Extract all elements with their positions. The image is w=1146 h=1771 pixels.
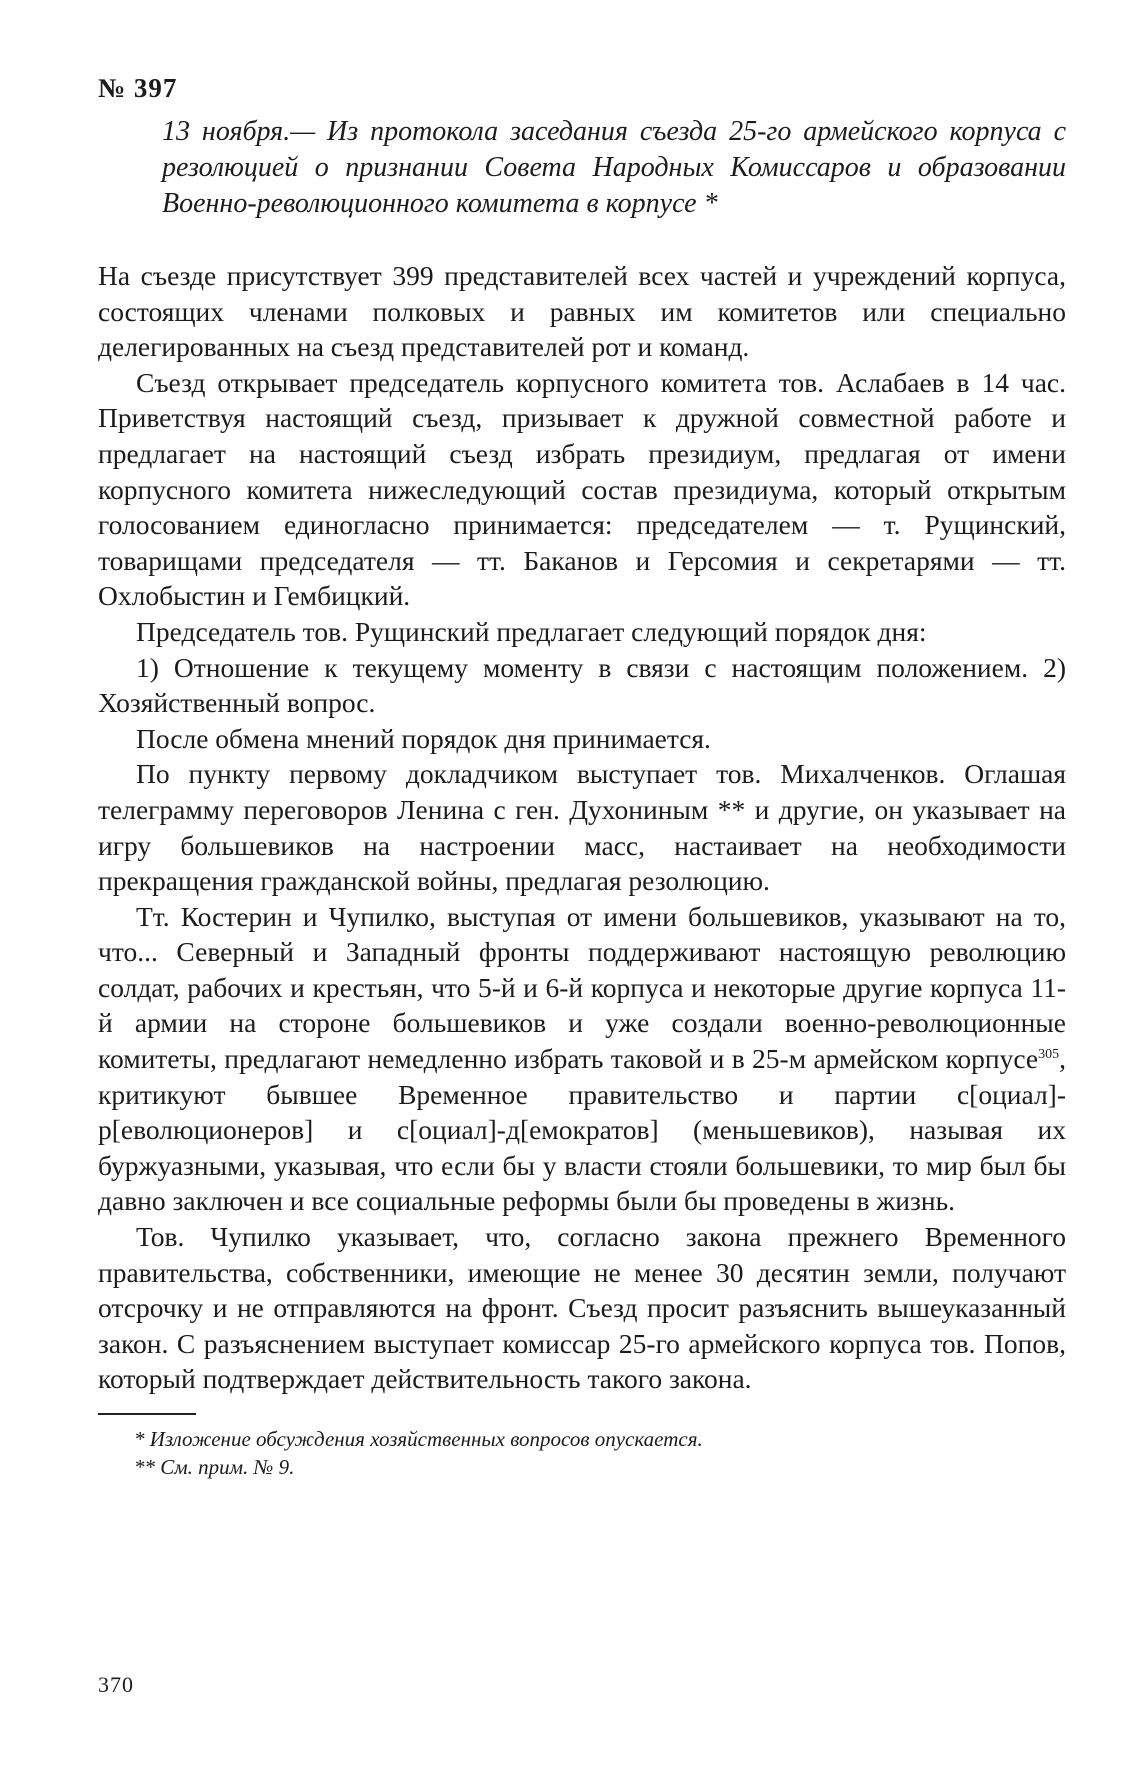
paragraph-3: Председатель тов. Рущинский предлагает следующий порядок дня: (136, 615, 927, 647)
paragraph-8: Тов. Чупилко указывает, что, согласно закона прежнего Временного правительства, собственники, имеющие не менее 30 десятин земли, получают отсрочку и не отправляются на фронт. Съезд просит разъяснить вышеуказанный закон. С разъяснением выступает комиссар 25-го армейского корпуса тов. Попов, который подтверждает действительность такого закона. (98, 1221, 1066, 1395)
paragraph-2: Съезд открывает председатель корпусного комитета тов. Аслабаев в 14 час. Приветствуя настоящий съезд, призывает к дружной совместной работе и предлагает на настоящий съезд избрать президиум, предлагая от имени корпусного комитета нижеследующий состав президиума, который открытым голосованием единогласно принимается: председателем — т. Рущинский, товарищами председателя — тт. Баканов и Герсомия и секретарями — тт. Охлобыстин и Гембицкий. (98, 366, 1066, 612)
paragraph-7-text-b: , критикуют бывшее Временное правительство и партии с[оциал]-р[еволюционеров] и с[оциал]-д[емократов] (меньшевиков), называя их буржуазными, указывая, что если бы у власти стояли большевики, то мир был бы давно заключен и все социальные реформы были бы проведены в жизнь. (98, 1043, 1066, 1217)
document-number: № 397 (98, 73, 178, 103)
footnote-divider (98, 1413, 196, 1415)
footnotes (98, 1425, 1066, 1481)
endnote-reference: 305 (1038, 1046, 1060, 1062)
document-page (98, 72, 1066, 1481)
paragraph-7-text-a: Тт. Костерин и Чупилко, выступая от имени большевиков, указывают на то, что... Северный и Западный фронты поддерживают настоящую революцию солдат, рабочих и крестьян, что 5-й и 6-й корпуса и некоторые другие корпуса 11-й армии на стороне большевиков и уже создали военно-революционные комитеты, предлагают немедленно избрать таковой и в 25-м армейском корпусе (98, 900, 1066, 1075)
footnote-1: * Изложение обсуждения хозяйственных вопросов опускается. (134, 1427, 703, 1451)
paragraph-7 (98, 899, 1066, 1219)
paragraph-4: 1) Отношение к текущему моменту в связи с настоящим положением. 2) Хозяйственный вопрос. (98, 651, 1066, 719)
paragraph-5: После обмена мнений порядок дня принимается. (136, 722, 711, 754)
footnote-2: ** См. прим. № 9. (134, 1455, 295, 1479)
paragraph-1: На съезде присутствует 399 представителей всех частей и учреждений корпуса, состоящих членами полковых и равных им комитетов или специально делегированных на съезд представителей рот и команд. (98, 260, 1066, 363)
document-body (98, 258, 1066, 1397)
page-number: 370 (98, 1672, 134, 1697)
paragraph-6: По пункту первому докладчиком выступает тов. Михалченков. Оглашая телеграмму переговоров Ленина с ген. Духониным ** и другие, он указывает на игру большевиков на настроении масс, настаивает на необходимости прекращения гражданской войны, предлагая резолюцию. (98, 758, 1066, 897)
document-title: 13 ноября.— Из протокола заседания съезда 25-го армейского корпуса с резолюцией о признании Совета Народных Комиссаров и образовании Военно-революционного комитета в корпусе * (162, 116, 1066, 219)
